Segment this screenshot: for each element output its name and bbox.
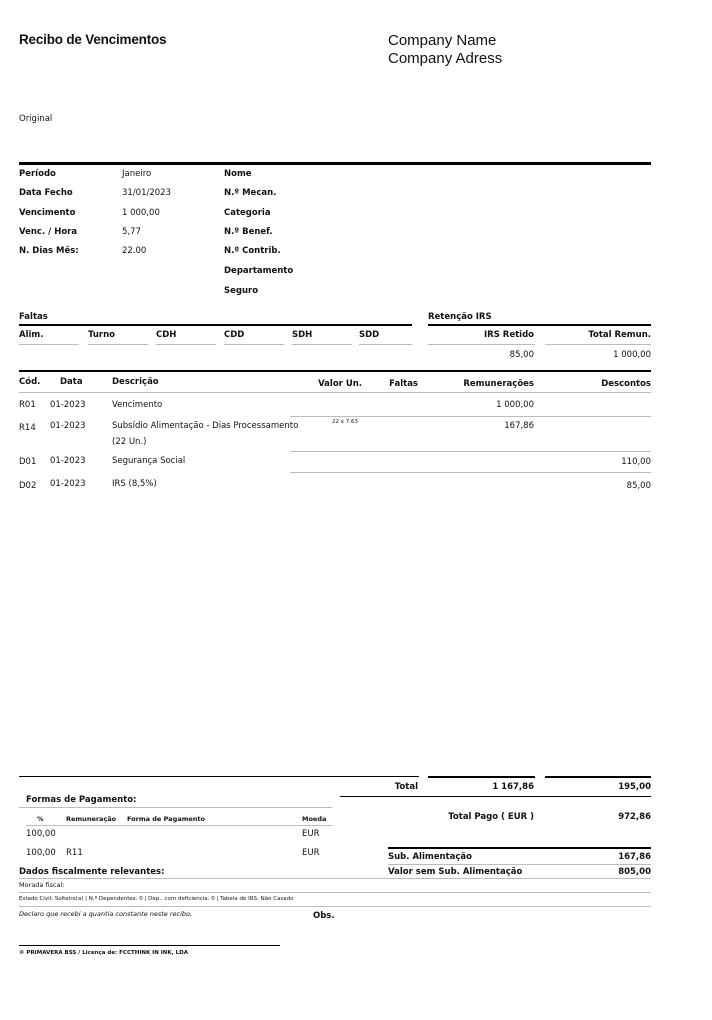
- line-data: 01-2023: [50, 400, 86, 410]
- lines-col-remuneracoes: Remunerações: [463, 379, 534, 389]
- total-pago-value: 972,86: [618, 812, 651, 822]
- label-venc-hora: Venc. / Hora: [19, 227, 78, 237]
- value-vencimento: 1 000,00: [122, 208, 160, 218]
- pagamento-remun: R11: [66, 848, 83, 858]
- line-desconto: 85,00: [626, 481, 651, 491]
- pagamento-title: Formas de Pagamento:: [26, 795, 137, 805]
- morada-fiscal: Morada fiscal:: [19, 881, 65, 889]
- sub-alim-label: Sub. Alimentação: [388, 852, 472, 862]
- faltas-cell-line: [359, 344, 412, 345]
- lines-col-cod: Cód.: [19, 377, 41, 387]
- irs-header-line: [545, 344, 651, 345]
- value-dias-mes: 22.00: [122, 246, 147, 256]
- line-remuneracao: 1 000,00: [496, 400, 534, 410]
- line-descricao: Vencimento: [112, 400, 163, 410]
- pagamento-header-line: [26, 825, 332, 826]
- label-contrib: N.º Contrib.: [224, 246, 281, 256]
- footer-line: [19, 945, 280, 946]
- line-descricao: Segurança Social: [112, 456, 186, 466]
- estado-civil: Estado Civil: Solteiro(a) | N.º Dependentes: 0 | Dep.. com deficiencia: 0 | Tabela de IRS: Não Casado: [19, 896, 294, 902]
- line-cod: R01: [19, 400, 36, 410]
- sub-alim-line: [388, 847, 651, 849]
- sub-alim-sep: [388, 864, 651, 865]
- sub-alim-value: 167,86: [618, 852, 651, 862]
- pagamento-pct: 100,00: [26, 848, 56, 858]
- totals-remun-line: [428, 776, 535, 778]
- morada-line: [19, 892, 651, 893]
- irs-total-remun-value: 1 000,00: [613, 350, 651, 360]
- total-descontos: 195,00: [618, 782, 651, 792]
- totals-mid-line: [340, 796, 651, 797]
- line-desconto: 110,00: [621, 457, 651, 467]
- label-periodo: Período: [19, 169, 56, 179]
- line-data: 01-2023: [50, 479, 86, 489]
- lines-col-descontos: Descontos: [601, 379, 651, 389]
- label-data-fecho: Data Fecho: [19, 188, 73, 198]
- copy-label: Original: [19, 114, 53, 124]
- row-separator: [290, 451, 651, 452]
- estado-line: [19, 906, 651, 907]
- label-departamento: Departamento: [224, 266, 294, 276]
- irs-separator: [428, 324, 651, 326]
- line-descricao: Subsídio Alimentação - Dias Processamento: [112, 421, 299, 431]
- lines-col-valor-un: Valor Un.: [318, 379, 362, 389]
- row-separator: [290, 472, 651, 473]
- faltas-col-sdd: SDD: [359, 330, 380, 340]
- line-remuneracao: 167,86: [504, 421, 534, 431]
- line-valor-un: 22 x 7.63: [332, 419, 358, 425]
- value-periodo: Janeiro: [122, 169, 152, 179]
- faltas-cell-line: [224, 344, 284, 345]
- irs-retido-label: IRS Retido: [484, 330, 534, 340]
- faltas-title: Faltas: [19, 312, 48, 322]
- line-cod: R14: [19, 423, 36, 433]
- header-separator: [19, 162, 651, 165]
- irs-total-remun-label: Total Remun.: [588, 330, 651, 340]
- footer-license: © PRIMAVERA BSS / Licença de: FCCTHINK IN INK, LDA: [19, 950, 188, 956]
- pagamento-col-pct: %: [37, 815, 44, 823]
- faltas-cell-line: [156, 344, 216, 345]
- irs-retido-value: 85,00: [509, 350, 534, 360]
- label-categoria: Categoria: [224, 208, 271, 218]
- obs-label: Obs.: [313, 911, 335, 921]
- pagamento-title-line: [19, 807, 332, 808]
- lines-col-descricao: Descrição: [112, 377, 159, 387]
- pagamento-col-remun: Remuneração: [66, 815, 117, 823]
- label-benef: N.º Benef.: [224, 227, 273, 237]
- faltas-col-cdd: CDD: [224, 330, 245, 340]
- totals-top-line: [19, 776, 419, 777]
- label-dias-mes: N. Dias Mês:: [19, 246, 79, 256]
- label-seguro: Seguro: [224, 286, 259, 296]
- irs-header-line: [428, 344, 535, 345]
- declaro-text: Declaro que recebi a quantia constante neste recibo,: [19, 910, 193, 918]
- faltas-col-alim: Alim.: [19, 330, 44, 340]
- lines-col-data: Data: [60, 377, 83, 387]
- pagamento-col-forma: Forma de Pagamento: [127, 815, 205, 823]
- faltas-col-cdh: CDH: [156, 330, 177, 340]
- lines-col-faltas: Faltas: [389, 379, 418, 389]
- line-descricao-cont: (22 Un.): [112, 437, 147, 447]
- company-name: Company Name: [388, 32, 497, 49]
- faltas-cell-line: [19, 344, 79, 345]
- total-label: Total: [394, 782, 418, 792]
- line-cod: D01: [19, 457, 37, 467]
- faltas-col-sdh: SDH: [292, 330, 313, 340]
- pagamento-pct: 100,00: [26, 829, 56, 839]
- value-venc-hora: 5,77: [122, 227, 141, 237]
- total-pago-label: Total Pago ( EUR ): [448, 812, 534, 822]
- line-cod: D02: [19, 481, 37, 491]
- pagamento-col-moeda: Moeda: [302, 815, 327, 823]
- sem-sub-value: 805,00: [618, 867, 651, 877]
- faltas-col-turno: Turno: [88, 330, 115, 340]
- faltas-cell-line: [292, 344, 352, 345]
- fiscal-title: Dados fiscalmente relevantes:: [19, 867, 165, 877]
- label-vencimento: Vencimento: [19, 208, 76, 218]
- company-address: Company Adress: [388, 50, 503, 67]
- line-data: 01-2023: [50, 421, 86, 431]
- line-descricao: IRS (8,5%): [112, 479, 157, 489]
- value-data-fecho: 31/01/2023: [122, 188, 171, 198]
- document-title: Recibo de Vencimentos: [19, 32, 167, 47]
- sem-sub-label: Valor sem Sub. Alimentação: [388, 867, 523, 877]
- label-mecan: N.º Mecan.: [224, 188, 277, 198]
- pagamento-moeda: EUR: [302, 829, 320, 839]
- faltas-separator: [19, 324, 412, 326]
- label-nome: Nome: [224, 169, 252, 179]
- irs-title: Retenção IRS: [428, 312, 492, 322]
- lines-header-line: [19, 392, 651, 393]
- total-remuneracoes: 1 167,86: [492, 782, 534, 792]
- lines-top-separator: [19, 370, 651, 372]
- faltas-cell-line: [88, 344, 148, 345]
- totals-desc-line: [545, 776, 651, 778]
- pagamento-moeda: EUR: [302, 848, 320, 858]
- fiscal-line: [19, 878, 651, 879]
- row-separator: [290, 416, 651, 417]
- line-data: 01-2023: [50, 456, 86, 466]
